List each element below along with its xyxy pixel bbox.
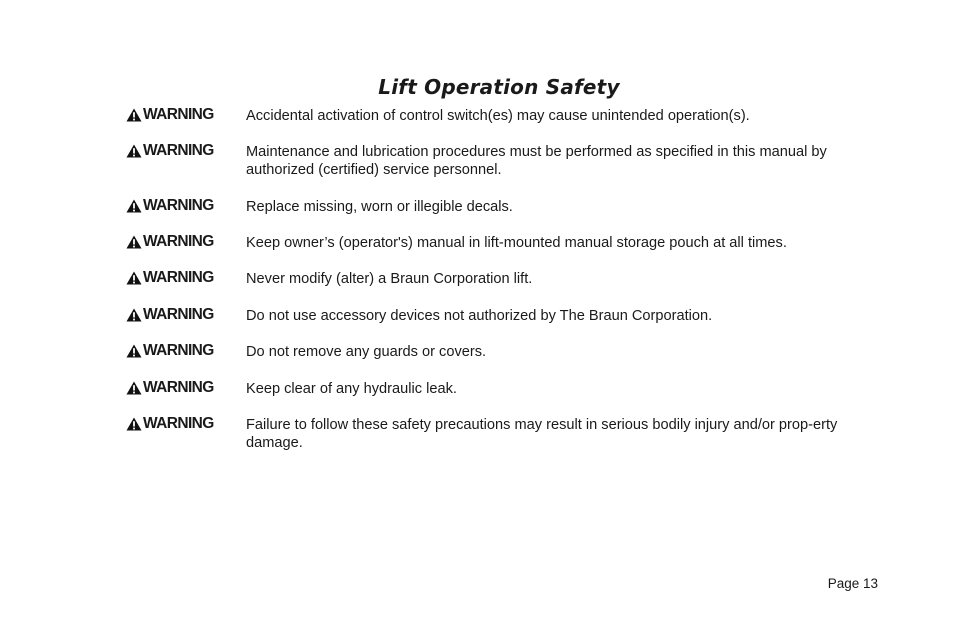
warning-item [126, 142, 876, 197]
warning-label-text: WARNING [143, 379, 214, 396]
warning-label [126, 233, 246, 251]
warning-triangle-icon [126, 199, 142, 213]
warning-item [126, 106, 876, 142]
warning-item [126, 197, 876, 233]
page-title: Lift Operation Safety [378, 75, 620, 100]
warning-label [126, 379, 246, 397]
warning-text: Do not remove any guards or covers. [246, 344, 487, 360]
warning-label [126, 197, 246, 215]
warning-item [126, 379, 876, 415]
warning-item [126, 233, 876, 269]
warning-triangle-icon [126, 235, 142, 249]
warning-label-text: WARNING [143, 306, 214, 323]
warning-label-text: WARNING [143, 269, 214, 286]
warning-text: Never modify (alter) a Braun Corporation lift. [246, 271, 533, 287]
warning-label [126, 415, 246, 433]
warning-label [126, 306, 246, 324]
warning-text: Maintenance and lubrication procedures must be performed as specified in this manual by authorized (certified) service personnel. [246, 144, 827, 179]
warning-item [126, 269, 876, 306]
warning-triangle-icon [126, 308, 142, 322]
warning-triangle-icon [126, 271, 142, 285]
warning-list [126, 106, 876, 455]
warning-label [126, 142, 246, 160]
warning-triangle-icon [126, 144, 142, 158]
warning-label-text: WARNING [143, 342, 214, 359]
warning-triangle-icon [126, 417, 142, 431]
warning-label-text: WARNING [143, 415, 214, 432]
warning-label [126, 106, 246, 124]
warning-label-text: WARNING [143, 197, 214, 214]
warning-item [126, 342, 876, 379]
warning-item [126, 306, 876, 342]
warning-label-text: WARNING [143, 142, 214, 159]
warning-triangle-icon [126, 381, 142, 395]
warning-label-text: WARNING [143, 106, 214, 123]
warning-label [126, 342, 246, 360]
warning-text: Failure to follow these safety precautions may result in serious bodily injury and/or prop-erty damage. [246, 417, 838, 452]
warning-triangle-icon [126, 344, 142, 358]
warning-text: Do not use accessory devices not authorized by The Braun Corporation. [246, 308, 713, 324]
warning-label [126, 269, 246, 287]
warning-item [126, 415, 876, 455]
warning-label-text: WARNING [143, 233, 214, 250]
warning-text: Keep owner’s (operator's) manual in lift-mounted manual storage pouch at all times. [246, 235, 787, 251]
warning-triangle-icon [126, 108, 142, 122]
warning-text: Accidental activation of control switch(es) may cause unintended operation(s). [246, 108, 750, 124]
warning-text: Replace missing, worn or illegible decals. [246, 199, 513, 215]
page-number: Page 13 [827, 576, 878, 591]
warning-text: Keep clear of any hydraulic leak. [246, 381, 457, 397]
